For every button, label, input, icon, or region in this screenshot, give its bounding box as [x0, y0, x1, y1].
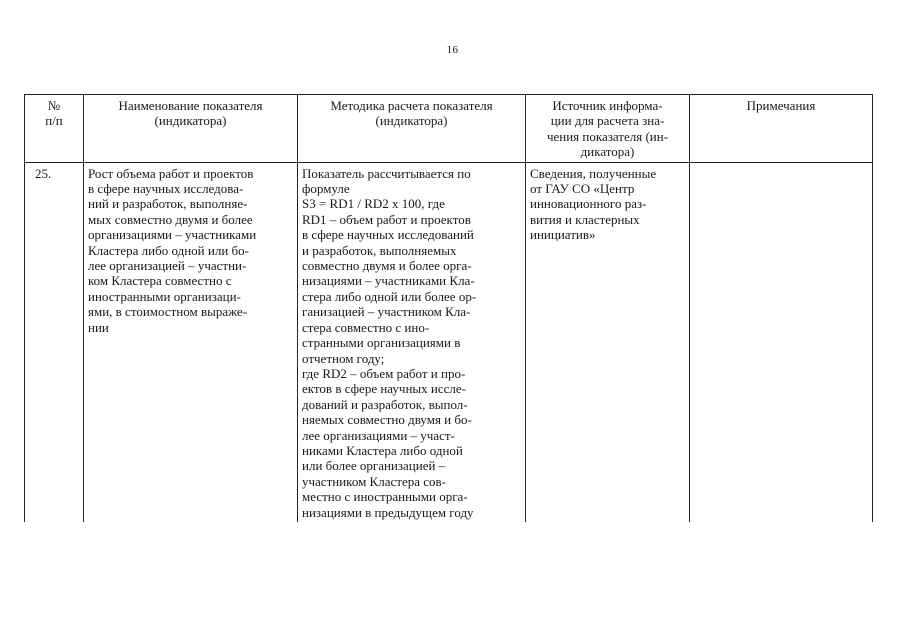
cell-calculation-method: Показатель рассчитывается по формуле S3 = RD1 / RD2 x 100, где RD1 – объем работ и проектов в сфере научных исследований и разработок, выполняемых совместно двумя и более орга- низациями – участниками Кла- стера либо одной или более ор- ганизацией – участником Кла- стера совместно с ино- странными организациями в отчетном году; где RD2 – объем работ и про- ектов в сфере научных иссле- дований и разработок, выпол- няемых совместно двумя и бо- лее организациями – участ- никами Кластера либо одной или более организацией – участником Кластера сов- местно с иностранными орга- низациями в предыдущем году	[298, 162, 526, 522]
cell-row-number: 25.	[25, 162, 84, 522]
header-number: № п/п	[25, 95, 84, 163]
table-header-row	[25, 95, 873, 163]
header-notes: Примечания	[690, 95, 873, 163]
indicator-table	[24, 94, 873, 522]
header-information-source: Источник информа- ции для расчета зна- чения показателя (ин- дикатора)	[526, 95, 690, 163]
table-row	[25, 162, 873, 522]
cell-notes	[690, 162, 873, 522]
header-indicator-name: Наименование показателя (индикатора)	[84, 95, 298, 163]
cell-information-source: Сведения, полученные от ГАУ СО «Центр инновационного раз- вития и кластерных инициатив»	[526, 162, 690, 522]
header-calculation-method: Методика расчета показателя (индикатора)	[298, 95, 526, 163]
page-number: 16	[446, 44, 459, 56]
cell-indicator-name: Рост объема работ и проектов в сфере научных исследова- ний и разработок, выполняе- мых совместно двумя и более организациями – участниками Кластера либо одной или бо- лее организацией – участни- ком Кластера совместно с иностранными организаци- ями, в стоимостном выраже- нии	[84, 162, 298, 522]
